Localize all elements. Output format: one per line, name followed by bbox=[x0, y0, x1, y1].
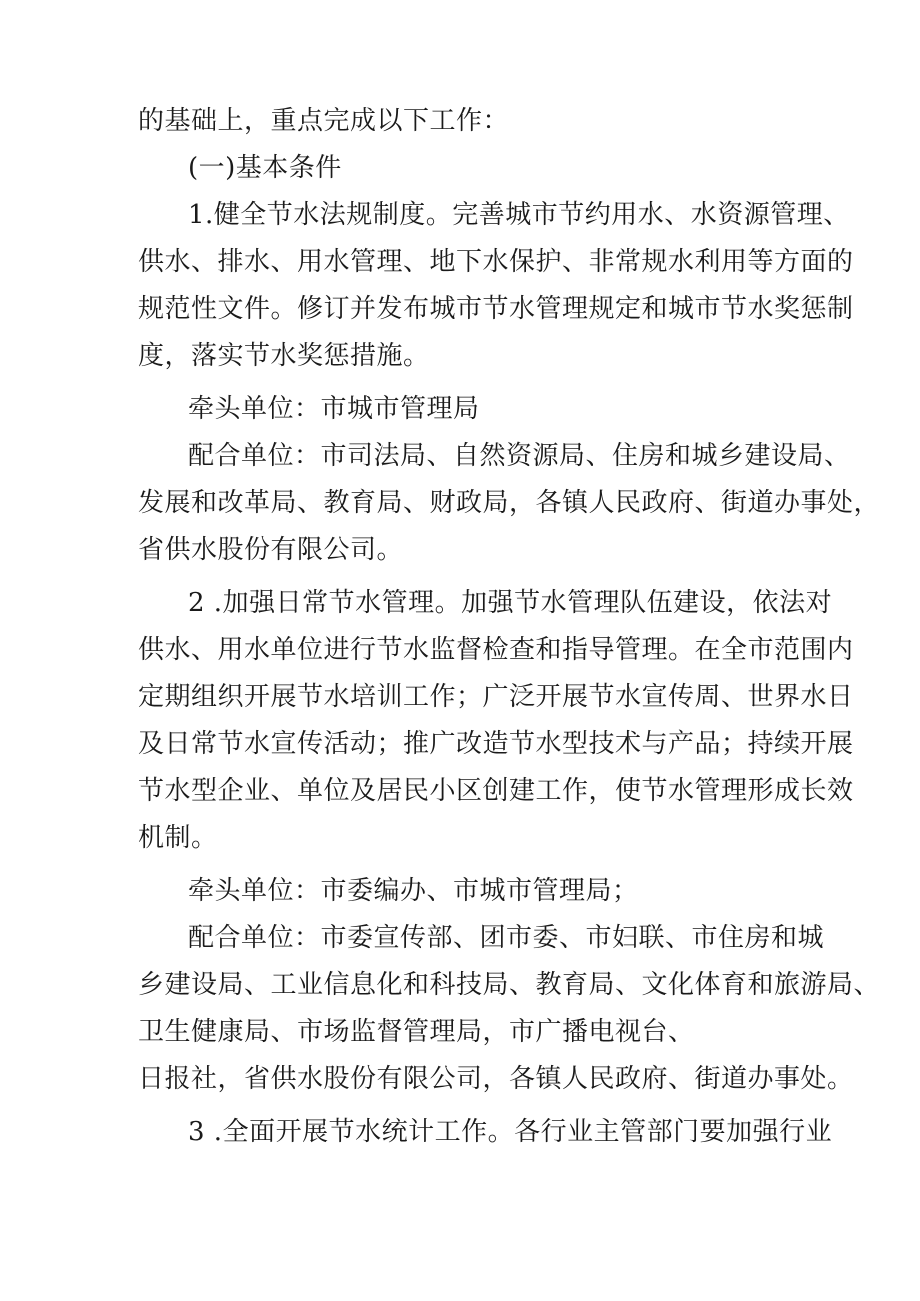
text-line: 日报社，省供水股份有限公司，各镇人民政府、街道办事处。 bbox=[138, 1064, 854, 1094]
lead-unit-line: 牵头单位：市委编办、市城市管理局； bbox=[188, 876, 639, 906]
text-line: 发展和改革局、教育局、财政局，各镇人民政府、街道办事处， bbox=[138, 488, 881, 518]
section-heading: (一)基本条件 bbox=[188, 153, 342, 183]
text-line: 的基础上，重点完成以下工作： bbox=[138, 106, 510, 136]
text-line: 省供水股份有限公司。 bbox=[138, 535, 404, 565]
partner-unit-line: 配合单位：市司法局、自然资源局、住房和城乡建设局、 bbox=[188, 441, 851, 471]
text-line: 度，落实节水奖惩措施。 bbox=[138, 341, 430, 371]
text-line: 1.健全节水法规制度。完善城市节约用水、水资源管理、 bbox=[188, 200, 850, 230]
text-line: 2 .加强日常节水管理。加强节水管理队伍建设，依法对 bbox=[188, 588, 833, 618]
text-line: 节水型企业、单位及居民小区创建工作，使节水管理形成长效 bbox=[138, 776, 854, 806]
text-line: 乡建设局、工业信息化和科技局、教育局、文化体育和旅游局、 bbox=[138, 970, 881, 1000]
text-line: 3 .全面开展节水统计工作。各行业主管部门要加强行业 bbox=[188, 1117, 833, 1147]
lead-unit-line: 牵头单位：市城市管理局 bbox=[188, 394, 480, 424]
text-line: 供水、排水、用水管理、地下水保护、非常规水利用等方面的 bbox=[138, 247, 854, 277]
text-line: 卫生健康局、市场监督管理局，市广播电视台、 bbox=[138, 1017, 695, 1047]
text-line: 机制。 bbox=[138, 823, 218, 853]
text-line: 及日常节水宣传活动；推广改造节水型技术与产品；持续开展 bbox=[138, 729, 854, 759]
partner-unit-line: 配合单位：市委宣传部、团市委、市妇联、市住房和城 bbox=[188, 923, 825, 953]
text-line: 供水、用水单位进行节水监督检查和指导管理。在全市范围内 bbox=[138, 635, 854, 665]
text-line: 规范性文件。修订并发布城市节水管理规定和城市节水奖惩制 bbox=[138, 294, 854, 324]
text-line: 定期组织开展节水培训工作；广泛开展节水宣传周、世界水日 bbox=[138, 682, 854, 712]
